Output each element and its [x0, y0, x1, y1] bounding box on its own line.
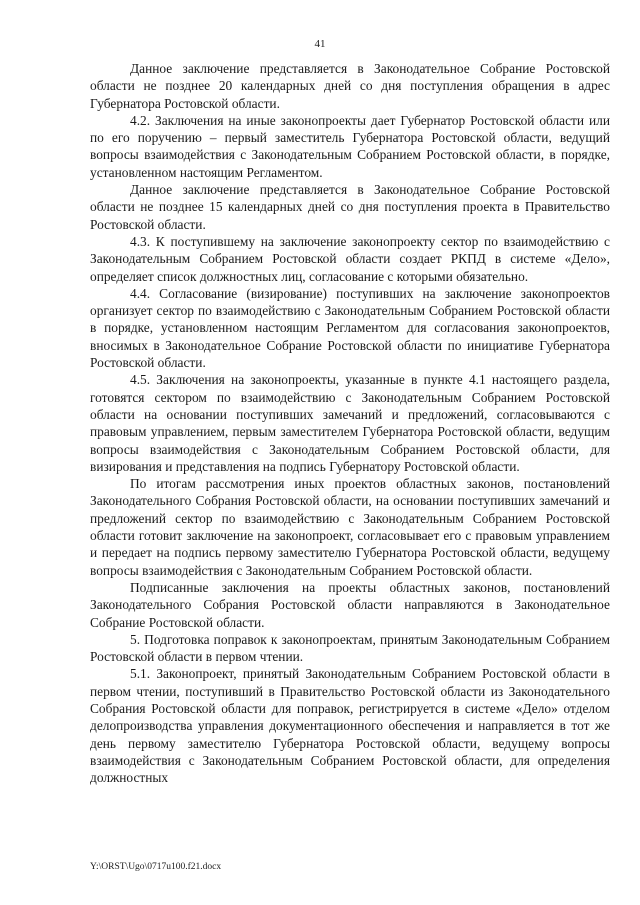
paragraph-4-4: 4.4. Согласование (визирование) поступивших на заключение законопроектов организует сектор по взаимодействию с Законодательным Собранием Ростовской области в порядке, установленном настоящим Регламентом для согласования законопроектов, вносимых в Законодательное Собрание Ростовской области по инициативе Губернатора Ростовской области. — [90, 285, 610, 371]
section-heading-5: 5. Подготовка поправок к законопроектам, принятым Законодательным Собранием Ростовской области в первом чтении. — [90, 631, 610, 665]
paragraph-8: Подписанные заключения на проекты областных законов, постановлений Законодательного Собрания Ростовской области направляются в Законодательное Собрание Ростовской области. — [90, 579, 610, 630]
paragraph-4-2: 4.2. Заключения на иные законопроекты дает Губернатор Ростовской области или по его поручению – первый заместитель Губернатора Ростовской области, ведущий вопросы взаимодействия с Законодательным Собранием Ростовской области, в порядке, установленном настоящим Регламентом. — [90, 112, 610, 180]
paragraph-1: Данное заключение представляется в Законодательное Собрание Ростовской области не позднее 20 календарных дней со дня поступления обращения в адрес Губернатора Ростовской области. — [90, 61, 610, 111]
paragraph-4-5: 4.5. Заключения на законопроекты, указанные в пункте 4.1 настоящего раздела, готовятся сектором по взаимодействию с Законодательным Собранием Ростовской области на основании поступивших замечаний и предложений, согласовываются с правовым управлением, первым заместителем Губернатора Ростовской области, ведущим вопросы взаимодействия с Законодательным Собранием Ростовской области, для визирования и представления на подпись Губернатору Ростовской области. — [90, 372, 610, 474]
paragraph-4-3: 4.3. К поступившему на заключение законопроекту сектор по взаимодействию с Законодательным Собранием Ростовской области создает РКПД в системе «Дело», определяет список должностных лиц, согласование с которыми обязательно. — [90, 233, 610, 284]
page-number: 41 — [314, 38, 326, 50]
footer-file-path: Y:\ORST\Ugo\0717u100.f21.docx — [90, 862, 222, 872]
body-text — [90, 60, 610, 786]
paragraph-5-1: 5.1. Законопроект, принятый Законодательным Собранием Ростовской области в первом чтении, поступивший в Правительство Ростовской области из Законодательного Собрания Ростовской области для поправок, регистрируется в системе «Дело» отделом делопроизводства управления документационного обеспечения и направляется в тот же день первому заместителю Губернатора Ростовской области, ведущему вопросы взаимодействия с Законодательным Собранием Ростовской области, для определения должностных — [90, 666, 610, 786]
paragraph-3: Данное заключение представляется в Законодательное Собрание Ростовской области не позднее 15 календарных дней со дня поступления проекта в Правительство Ростовской области. — [90, 182, 610, 232]
paragraph-7: По итогам рассмотрения иных проектов областных законов, постановлений Законодательного Собрания Ростовской области, на основании поступивших замечаний и предложений сектор по взаимодействию с Законодательным Собранием Ростовской области готовит заключение на законопроект, согласовывает его с правовым управлением и передает на подпись первому заместителю Губернатора Ростовской области, ведущему вопросы взаимодействия с Законодательным Собранием Ростовской области. — [90, 476, 610, 578]
